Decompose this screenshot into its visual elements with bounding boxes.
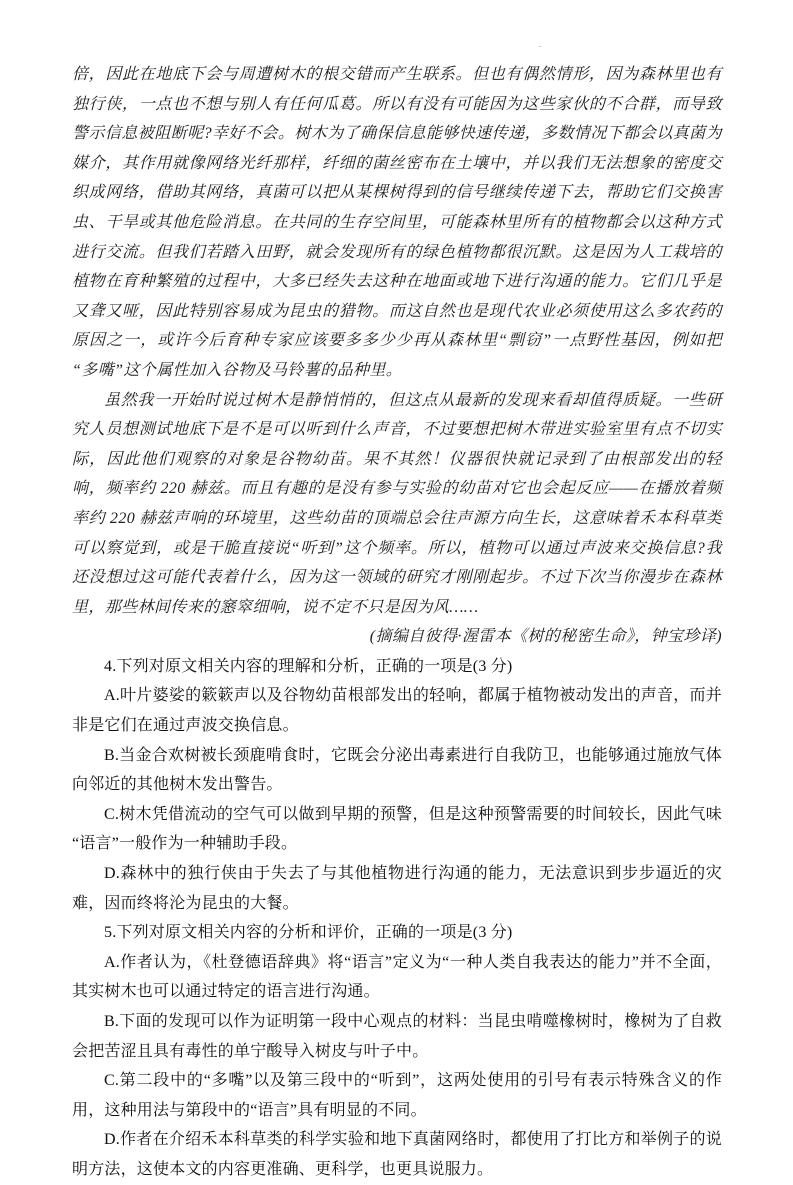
passage-paragraph-2: 虽然我一开始时说过树木是静悄悄的，但这点从最新的发现来看却值得质疑。一些研究人员想测试地底下是不是可以听到什么声音，不过要想把树木带进实验室里有点不切实际，因此他们观察的对象是谷物幼苗。果不其然！仪器很快就记录到了由根部发出的轻响，频率约 220 赫兹。而且有趣的是没有参与实验的幼苗对它也会起反应——在播放着频率约 220 赫兹声响的环境里，这些幼苗的顶端总会往声源方向生长，这意味着禾本科草类可以察觉到，或是干脆直接说“听到”这个频率。所以，植物可以通过声波来交换信息?我还没想过这可能代表着什么，因为这一领域的研究才刚刚起步。不过下次当你漫步在森林里，那些林间传来的窸窣细响，说不定不只是因为风…… — [72, 391, 722, 616]
question-5-option-a: A.作者认为，《杜登德语辞典》将“语言”定义为“一种人类自我表达的能力”并不全面，其实树木也可以通过特定的语言进行沟通。 — [72, 953, 722, 1001]
questions-section — [72, 652, 722, 1185]
question-5-stem: 5.下列对原文相关内容的分析和评价，正确的一项是(3 分) — [104, 924, 513, 942]
passage-attribution: (摘编自彼得·渥雷本《树的秘密生命》，钟宝珍译) — [369, 628, 722, 646]
question-5-option-d: D.作者在介绍禾本科草类的科学实验和地下真菌网络时，都使用了打比方和举例子的说明方法，这使本文的内容更准确、更科学，也更具说服力。 — [72, 1131, 722, 1178]
question-4-option-b: B.当金合欢树被长颈鹿啃食时，它既会分泌出毒素进行自我防卫，也能够通过施放气体向邻近的其他树木发出警告。 — [72, 746, 722, 794]
question-5-option-c: C.第二段中的“多嘴”以及第三段中的“听到”，这两处使用的引号有表示特殊含义的作用，这种用法与第段中的“语言”具有明显的不同。 — [72, 1072, 722, 1119]
question-4-option-a: A.叶片婆娑的簌簌声以及谷物幼苗根部发出的轻响，都属于植物被动发出的声音，而并非是它们在通过声波交换信息。 — [72, 687, 722, 735]
question-4-option-c: C.树木凭借流动的空气可以做到早期的预警，但是这种预警需要的时间较长，因此气味“语言”一般作为一种辅助手段。 — [72, 805, 722, 853]
question-4-stem: 4.下列对原文相关内容的理解和分析，正确的一项是(3 分) — [104, 657, 513, 675]
question-4-option-d: D.森林中的独行侠由于失去了与其他植物进行沟通的能力，无法意识到步步逼近的灾难，因而终将沦为昆虫的大餐。 — [72, 865, 722, 912]
passage-paragraph-1: 倍，因此在地底下会与周遭树木的根交错而产生联系。但也有偶然情形，因为森林里也有独行侠，一点也不想与别人有任何瓜葛。所以有没有可能因为这些家伙的不合群，而导致警示信息被阻断呢?幸好不会。树木为了确保信息能够快速传递，多数情况下都会以真菌为媒介，其作用就像网络光纤那样，纤细的菌丝密布在土壤中，并以我们无法想象的密度交织成网络，借助其网络，真菌可以把从某棵树得到的信号继续传递下去，帮助它们交换害虫、干旱或其他危险消息。在共同的生存空间里，可能森林里所有的植物都会以这种方式进行交流。但我们若踏入田野，就会发现所有的绿色植物都很沉默。这是因为人工栽培的植物在育种繁殖的过程中，大多已经失去这种在地面或地下进行沟通的能力。它们几乎是又聋又哑，因此特别容易成为昆虫的猎物。而这自然也是现代农业必须使用这么多农药的原因之一，或许今后育种专家应该要多多少少再从森林里“剽窃”一点野性基因，例如把“多嘴”这个属性加入谷物及马铃薯的品种里。 — [72, 66, 722, 379]
question-5-option-b: B.下面的发现可以作为证明第一段中心观点的材料：当昆虫啃噬橡树时，橡树为了自救会把苦涩且具有毒性的单宁酸导入树皮与叶子中。 — [72, 1013, 722, 1060]
stray-scan-dot: · — [538, 41, 542, 53]
reading-passage — [72, 60, 722, 652]
